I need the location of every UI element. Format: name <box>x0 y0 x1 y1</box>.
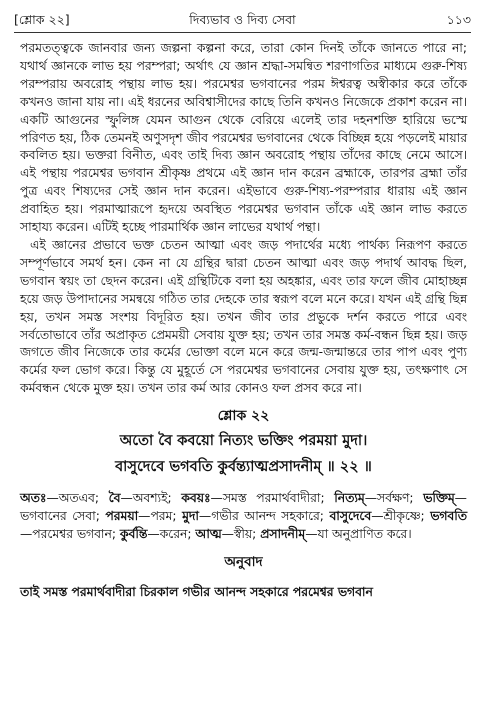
synonym-word: কুর্বন্তি <box>119 526 148 541</box>
synonym-word: ভগবতি <box>430 509 467 524</box>
synonym-entry: কবয়ঃ—সমস্ত পরমার্থবাদীরা; <box>181 491 335 506</box>
synonym-meaning: ভগবানের সেবা <box>20 509 96 524</box>
page-header <box>14 10 471 30</box>
synonym-meaning: পরম <box>150 509 173 524</box>
translation-text: তাই সমস্ত পরমার্থবাদীরা চিরকাল গভীর আনন্দ সহকারে পরমেশ্বর ভগবান <box>20 585 373 600</box>
synonym-word: মুদা <box>182 509 199 524</box>
synonym-entry: নিত্যম্—সর্বক্ষণ; <box>334 491 424 506</box>
header-page-number: ১১৩ <box>446 12 471 27</box>
synonym-word: কবয়ঃ <box>181 491 211 506</box>
synonym-entry: ভক্তিম্—ভগবানের সেবা; <box>20 491 467 524</box>
verse-line-1: অতো বৈ কবয়ো নিত্যং ভক্তিং পরময়া মুদা। <box>119 433 368 450</box>
synonym-entry: অতঃ—অতএব; <box>20 491 109 506</box>
header-divider <box>14 32 471 33</box>
synonym-meaning: গভীর আনন্দ সহকারে <box>211 509 320 524</box>
synonym-word: বৈ <box>108 491 121 506</box>
translation-heading: অনুবাদ <box>224 553 263 570</box>
synonym-meaning: অতএব <box>58 491 95 506</box>
synonym-entry: পরময়া—পরম; <box>105 509 183 524</box>
synonym-word: নিত্যম্ <box>334 491 365 506</box>
synonym-entry: আত্ম—স্বীয়; <box>195 526 261 541</box>
synonym-entry: প্রসাদনীম্—যা অনুপ্রাণিত করে। <box>260 526 412 541</box>
verse-line-2: বাসুদেবে ভগবতি কুর্বন্ত্যাত্মপ্রসাদনীম্ ॥ ২২ ॥ <box>115 459 372 476</box>
synonym-entry: বৈ—অবশ্যই; <box>108 491 182 506</box>
synonym-word: পরময়া <box>105 509 139 524</box>
sloka-heading: শ্লোক ২২ <box>217 408 270 425</box>
synonym-word: ভক্তিম্ <box>423 491 455 506</box>
purport-paragraph-1: পরমতত্ত্বকে জানবার জন্য জল্পনা কল্পনা করে, তারা কোন দিনই তাঁকে জানতে পারে না; যথার্থ জ্ঞানকে লাভ হয় পরম্পরা; অর্থাৎ যে জ্ঞান শ্রদ্ধা-সমন্বিত শরণাগতির মাধ্যমে গুরু-শিষ্য পরম্পরায় অবরোহ পন্থায় লাভ হয়। পরমেশ্বর ভগবানের পরম ঈশ্বরত্ব অস্বীকার করে তাঁকে কখনও জানা যায় না। এই ধরনের অবিশ্বাসীদের কাছে তিনি কখনও নিজেকে প্রকাশ করেন না। একটি আগুনের স্ফুলিঙ্গ যেমন আগুন থেকে বেরিয়ে এলেই তার দহনশক্তি হারিয়ে ভস্মে পরিণত হয়, ঠিক তেমনই অণুসদৃশ জীব পরমেশ্বর ভগবানের থেকে বিচ্ছিন্ন হয়ে পড়লেই মায়ার কবলিত হয়। ভক্তরা বিনীত, এবং তাই দিব্য জ্ঞান অবরোহ পন্থায় তাঁদের কাছে নেমে আসে। এই পন্থায় পরমেশ্বর ভগবান শ্রীকৃষ্ণ প্রথমে এই জ্ঞান দান করেন ব্রহ্মাকে, তারপর ব্রহ্মা তাঁর পুত্র এবং শিষ্যদের সেই জ্ঞান দান করেন। এইভাবে গুরু-শিষ্য-পরম্পরার ধারায় এই জ্ঞান প্রবাহিত হয়। পরমাত্মারূপে হৃদয়ে অবস্থিত পরমেশ্বর ভগবান তাঁকে এই জ্ঞান লাভ করতে সাহায্য করেন। এটিই হচ্ছে পারমার্থিক জ্ঞান লাভের যথার্থ পন্থা। <box>20 41 467 235</box>
synonym-meaning: যা অনুপ্রাণিত করে <box>317 526 408 541</box>
purport-paragraph-2: এই জ্ঞানের প্রভাবে ভক্ত চেতন আত্মা এবং জড় পদার্থের মধ্যে পার্থক্য নিরূপণ করতে সম্পূর্ণভাবে সমর্থ হন। কেন না যে গ্রন্থির দ্বারা চেতন আত্মা এবং জড় পদার্থ আবদ্ধ ছিল, ভগবান স্বয়ং তা ছেদন করেন। এই গ্রন্থিটিকে বলা হয় অহঙ্কার, এবং তার ফলে জীব মোহাচ্ছন্ন হয়ে জড় উপাদানের সমন্বয়ে গঠিত তার দেহকে তার স্বরূপ বলে মনে করে। যখন এই গ্রন্থি ছিন্ন হয়, তখন সমস্ত সংশয় বিদূরিত হয়। তখন জীব তার প্রভুকে দর্শন করতে পারে এবং সর্বতোভাবে তাঁর অপ্রাকৃত প্রেমময়ী সেবায় যুক্ত হয়; তখন তার সমস্ত কর্ম-বন্ধন ছিন্ন হয়। জড় জগতে জীব নিজেকে তার কর্মের ভোক্তা বলে মনে করে জন্ম-জন্মান্তরে তার পাপ এবং পুণ্য কর্মের ফল ভোগ করে। কিন্তু যে মুহূর্তে সে পরমেশ্বর ভগবানের সেবায় যুক্ত হয়, তৎক্ষণাৎ সে কর্মবন্ধন থেকে মুক্ত হয়। তখন তার কর্ম আর কোনও ফল প্রসব করে না। <box>20 237 467 396</box>
header-chapter-title: দিব্যভাব ও দিব্য সেবা <box>189 12 296 27</box>
synonym-word: অতঃ <box>20 491 47 506</box>
synonym-meaning: অবশ্যই <box>132 491 168 506</box>
synonym-word: বাসুদেবে <box>329 509 372 524</box>
synonym-word: আত্ম <box>195 526 222 541</box>
synonym-entry: মুদা—গভীর আনন্দ সহকারে; <box>182 509 330 524</box>
synonym-entry: কুর্বন্তি—করেন; <box>119 526 196 541</box>
word-for-word-synonyms <box>20 490 467 544</box>
synonym-meaning: স্বীয় <box>233 526 253 541</box>
page-body <box>20 40 467 614</box>
synonym-entry: বাসুদেবে—শ্রীকৃষ্ণে; <box>329 509 431 524</box>
synonym-word: প্রসাদনীম্ <box>260 526 306 541</box>
synonym-meaning: করেন <box>159 526 188 541</box>
header-verse-ref: [শ্লোক ২২] <box>14 12 70 27</box>
synonym-entry: ভগবতি—পরমেশ্বর ভগবান; <box>20 509 467 541</box>
synonym-meaning: সমস্ত পরমার্থবাদীরা <box>222 491 321 506</box>
synonym-meaning: সর্বক্ষণ <box>377 491 410 506</box>
synonym-meaning: পরমেশ্বর ভগবান <box>32 526 112 541</box>
synonym-meaning: শ্রীকৃষ্ণে <box>383 509 421 524</box>
